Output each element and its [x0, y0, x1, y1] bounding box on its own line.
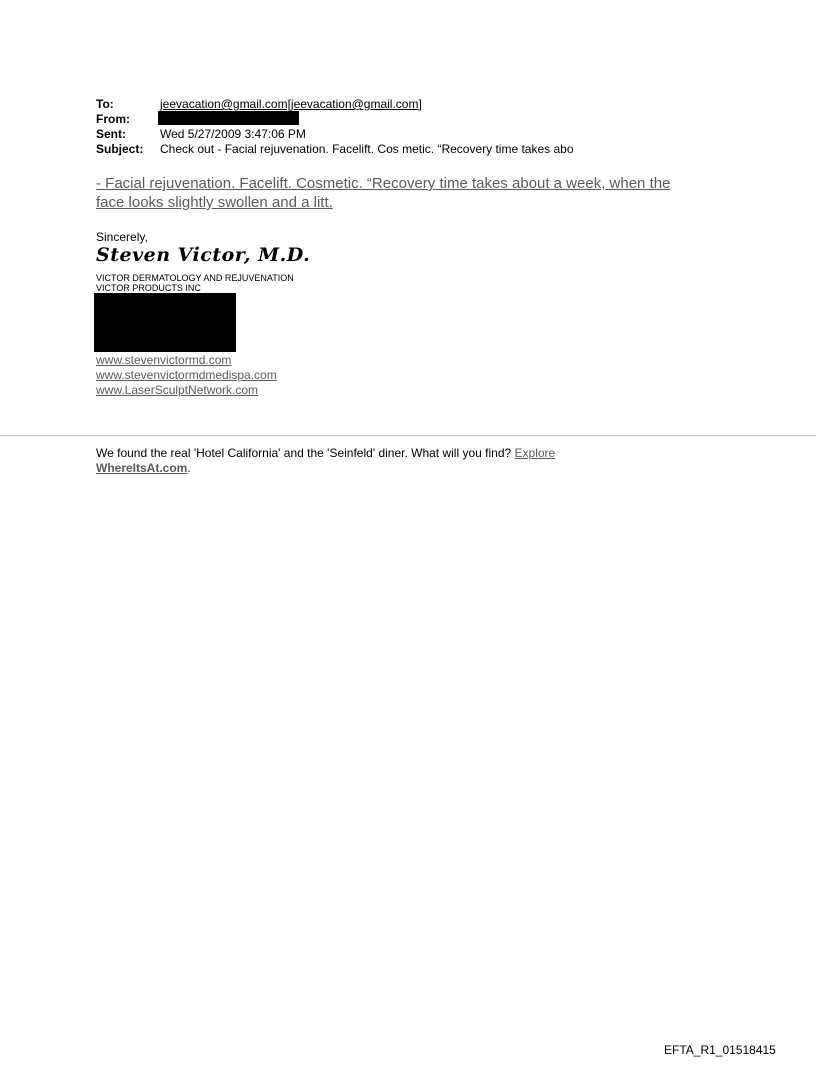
company-name-2: VICTOR PRODUCTS INC [96, 283, 201, 293]
horizontal-divider [0, 435, 816, 436]
explore-link[interactable]: Explore [514, 446, 556, 460]
address-redaction [94, 293, 236, 352]
sent-value: Wed 5/27/2009 3:47:06 PM [160, 127, 306, 141]
subject-label: Subject: [96, 142, 144, 156]
preview-link-line1[interactable]: - Facial rejuvenation. Facelift. Cosmetic. “Recovery time takes about a week, when the [96, 175, 671, 192]
from-redaction [158, 111, 299, 125]
promo-period: . [187, 461, 191, 475]
promo-text-block [96, 446, 716, 476]
handwritten-signature: Steven Victor, M.D. [96, 244, 311, 266]
website-link-3[interactable]: www.LaserSculptNetwork.com [96, 383, 259, 397]
preview-link-line2[interactable]: face looks slightly swollen and a litt. [96, 194, 333, 211]
promo-text: We found the real 'Hotel California' and the 'Seinfeld' diner. What will you find? [96, 446, 515, 460]
website-link-2[interactable]: www.stevenvictormdmedispa.com [96, 368, 277, 382]
whereitsat-link[interactable]: WhereItsAt.com [96, 461, 188, 475]
to-label: To: [96, 97, 114, 111]
company-name-1: VICTOR DERMATOLOGY AND REJUVENATION [96, 273, 294, 283]
from-label: From: [96, 112, 130, 126]
sent-label: Sent: [96, 127, 126, 141]
subject-value: Check out - Facial rejuvenation. Facelift. Cos metic. “Recovery time takes abo [160, 142, 574, 156]
document-id: EFTA_R1_01518415 [664, 1043, 776, 1057]
website-link-1[interactable]: www.stevenvictormd.com [96, 353, 232, 367]
to-value[interactable]: jeevacation@gmail.com[jeevacation@gmail.com] [160, 97, 422, 111]
closing-text: Sincerely, [96, 230, 148, 244]
